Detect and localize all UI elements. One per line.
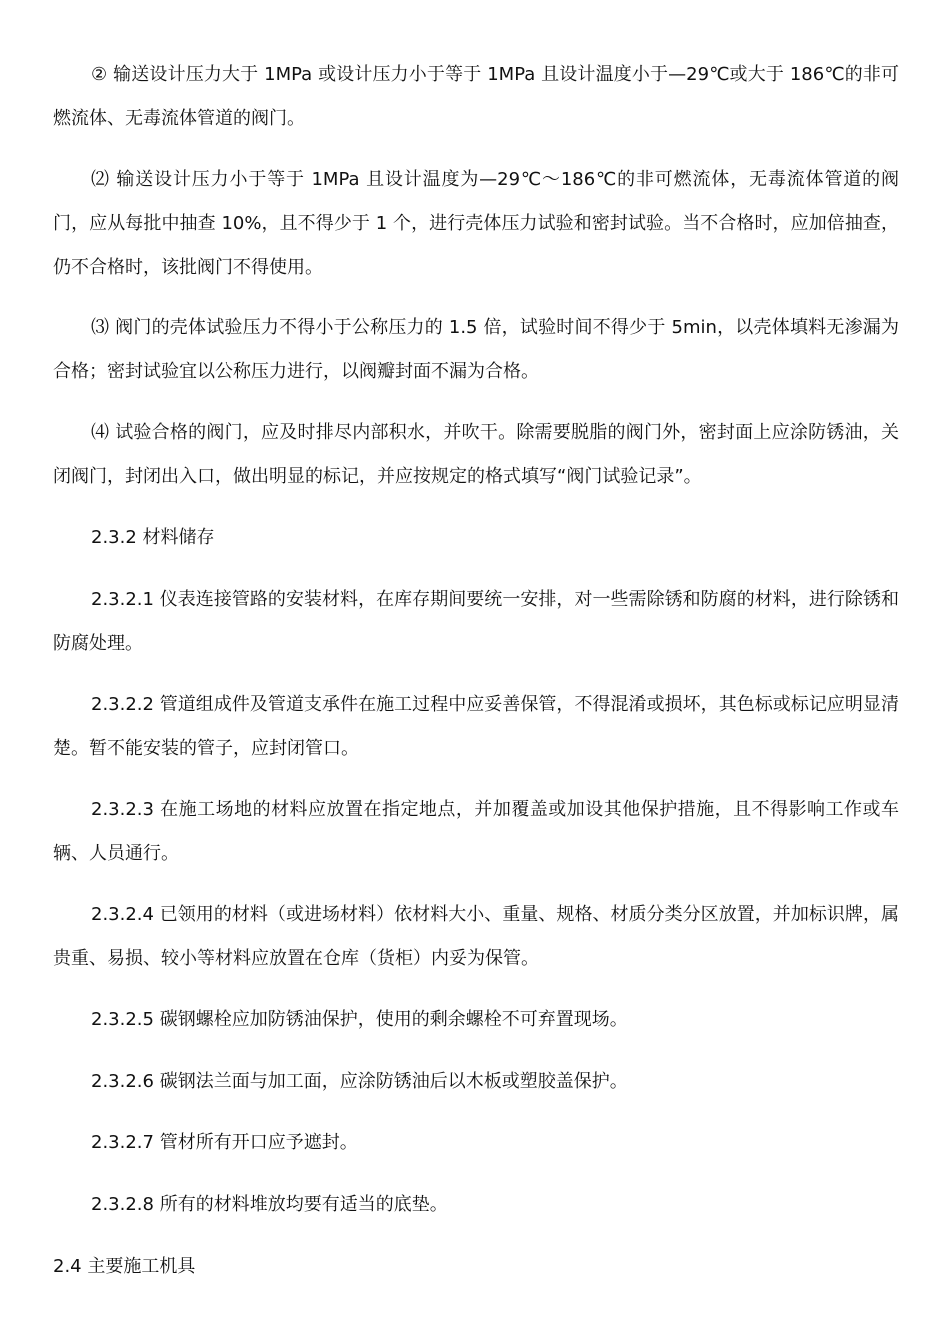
- paragraph-2-3-2-6: 2.3.2.6 碳钢法兰面与加工面，应涂防锈油后以木板或塑胶盖保护。: [91, 1071, 628, 1092]
- paragraph-2-3-2-8: 2.3.2.8 所有的材料堆放均要有适当的底垫。: [91, 1194, 448, 1215]
- paragraph-2-3-2-2: 2.3.2.2 管道组成件及管道支承件在施工过程中应妥善保管，不得混淆或损坏，其色标或标记应明显清楚。暂不能安装的管子，应封闭管口。: [53, 694, 899, 759]
- paragraph-2-3-2-3: 2.3.2.3 在施工场地的材料应放置在指定地点，并加覆盖或加设其他保护措施，且不得影响工作或车辆、人员通行。: [53, 799, 899, 864]
- paragraph-passed-valve-handling: ⑷ 试验合格的阀门，应及时排尽内部积水，并吹干。除需要脱脂的阀门外，密封面上应涂防锈油，关闭阀门，封闭出入口，做出明显的标记，并应按规定的格式填写“阀门试验记录”。: [53, 422, 899, 487]
- paragraph-2-3-2-1: 2.3.2.1 仪表连接管路的安装材料，在库存期间要统一安排，对一些需除锈和防腐的材料，进行除锈和防腐处理。: [53, 589, 899, 654]
- paragraph-shell-test-pressure: ⑶ 阀门的壳体试验压力不得小于公称压力的 1.5 倍，试验时间不得少于 5min，以壳体填料无渗漏为合格；密封试验宜以公称压力进行，以阀瓣封面不漏为合格。: [53, 317, 899, 382]
- subsection-heading-material-storage: 2.3.2 材料储存: [91, 527, 215, 548]
- paragraph-2-3-2-4: 2.3.2.4 已领用的材料（或进场材料）依材料大小、重量、规格、材质分类分区放置，并加标识牌，属贵重、易损、较小等材料应放置在仓库（货柜）内妥为保管。: [53, 904, 899, 969]
- section-heading-main-equipment: 2.4 主要施工机具: [53, 1256, 196, 1277]
- paragraph-2-3-2-5: 2.3.2.5 碳钢螺栓应加防锈油保护，使用的剩余螺栓不可弃置现场。: [91, 1009, 628, 1030]
- paragraph-valve-spot-check: ⑵ 输送设计压力小于等于 1MPa 且设计温度为—29℃～186℃的非可燃流体，无毒流体管道的阀门，应从每批中抽查 10%，且不得少于 1 个，进行壳体压力试验和密封试验。当不合格时，应加倍抽查，仍不合格时，该批阀门不得使用。: [53, 169, 899, 278]
- paragraph-2-3-2-7: 2.3.2.7 管材所有开口应予遮封。: [91, 1132, 358, 1153]
- paragraph-valve-scope-2: ② 输送设计压力大于 1MPa 或设计压力小于等于 1MPa 且设计温度小于—29℃或大于 186℃的非可燃流体、无毒流体管道的阀门。: [53, 64, 899, 129]
